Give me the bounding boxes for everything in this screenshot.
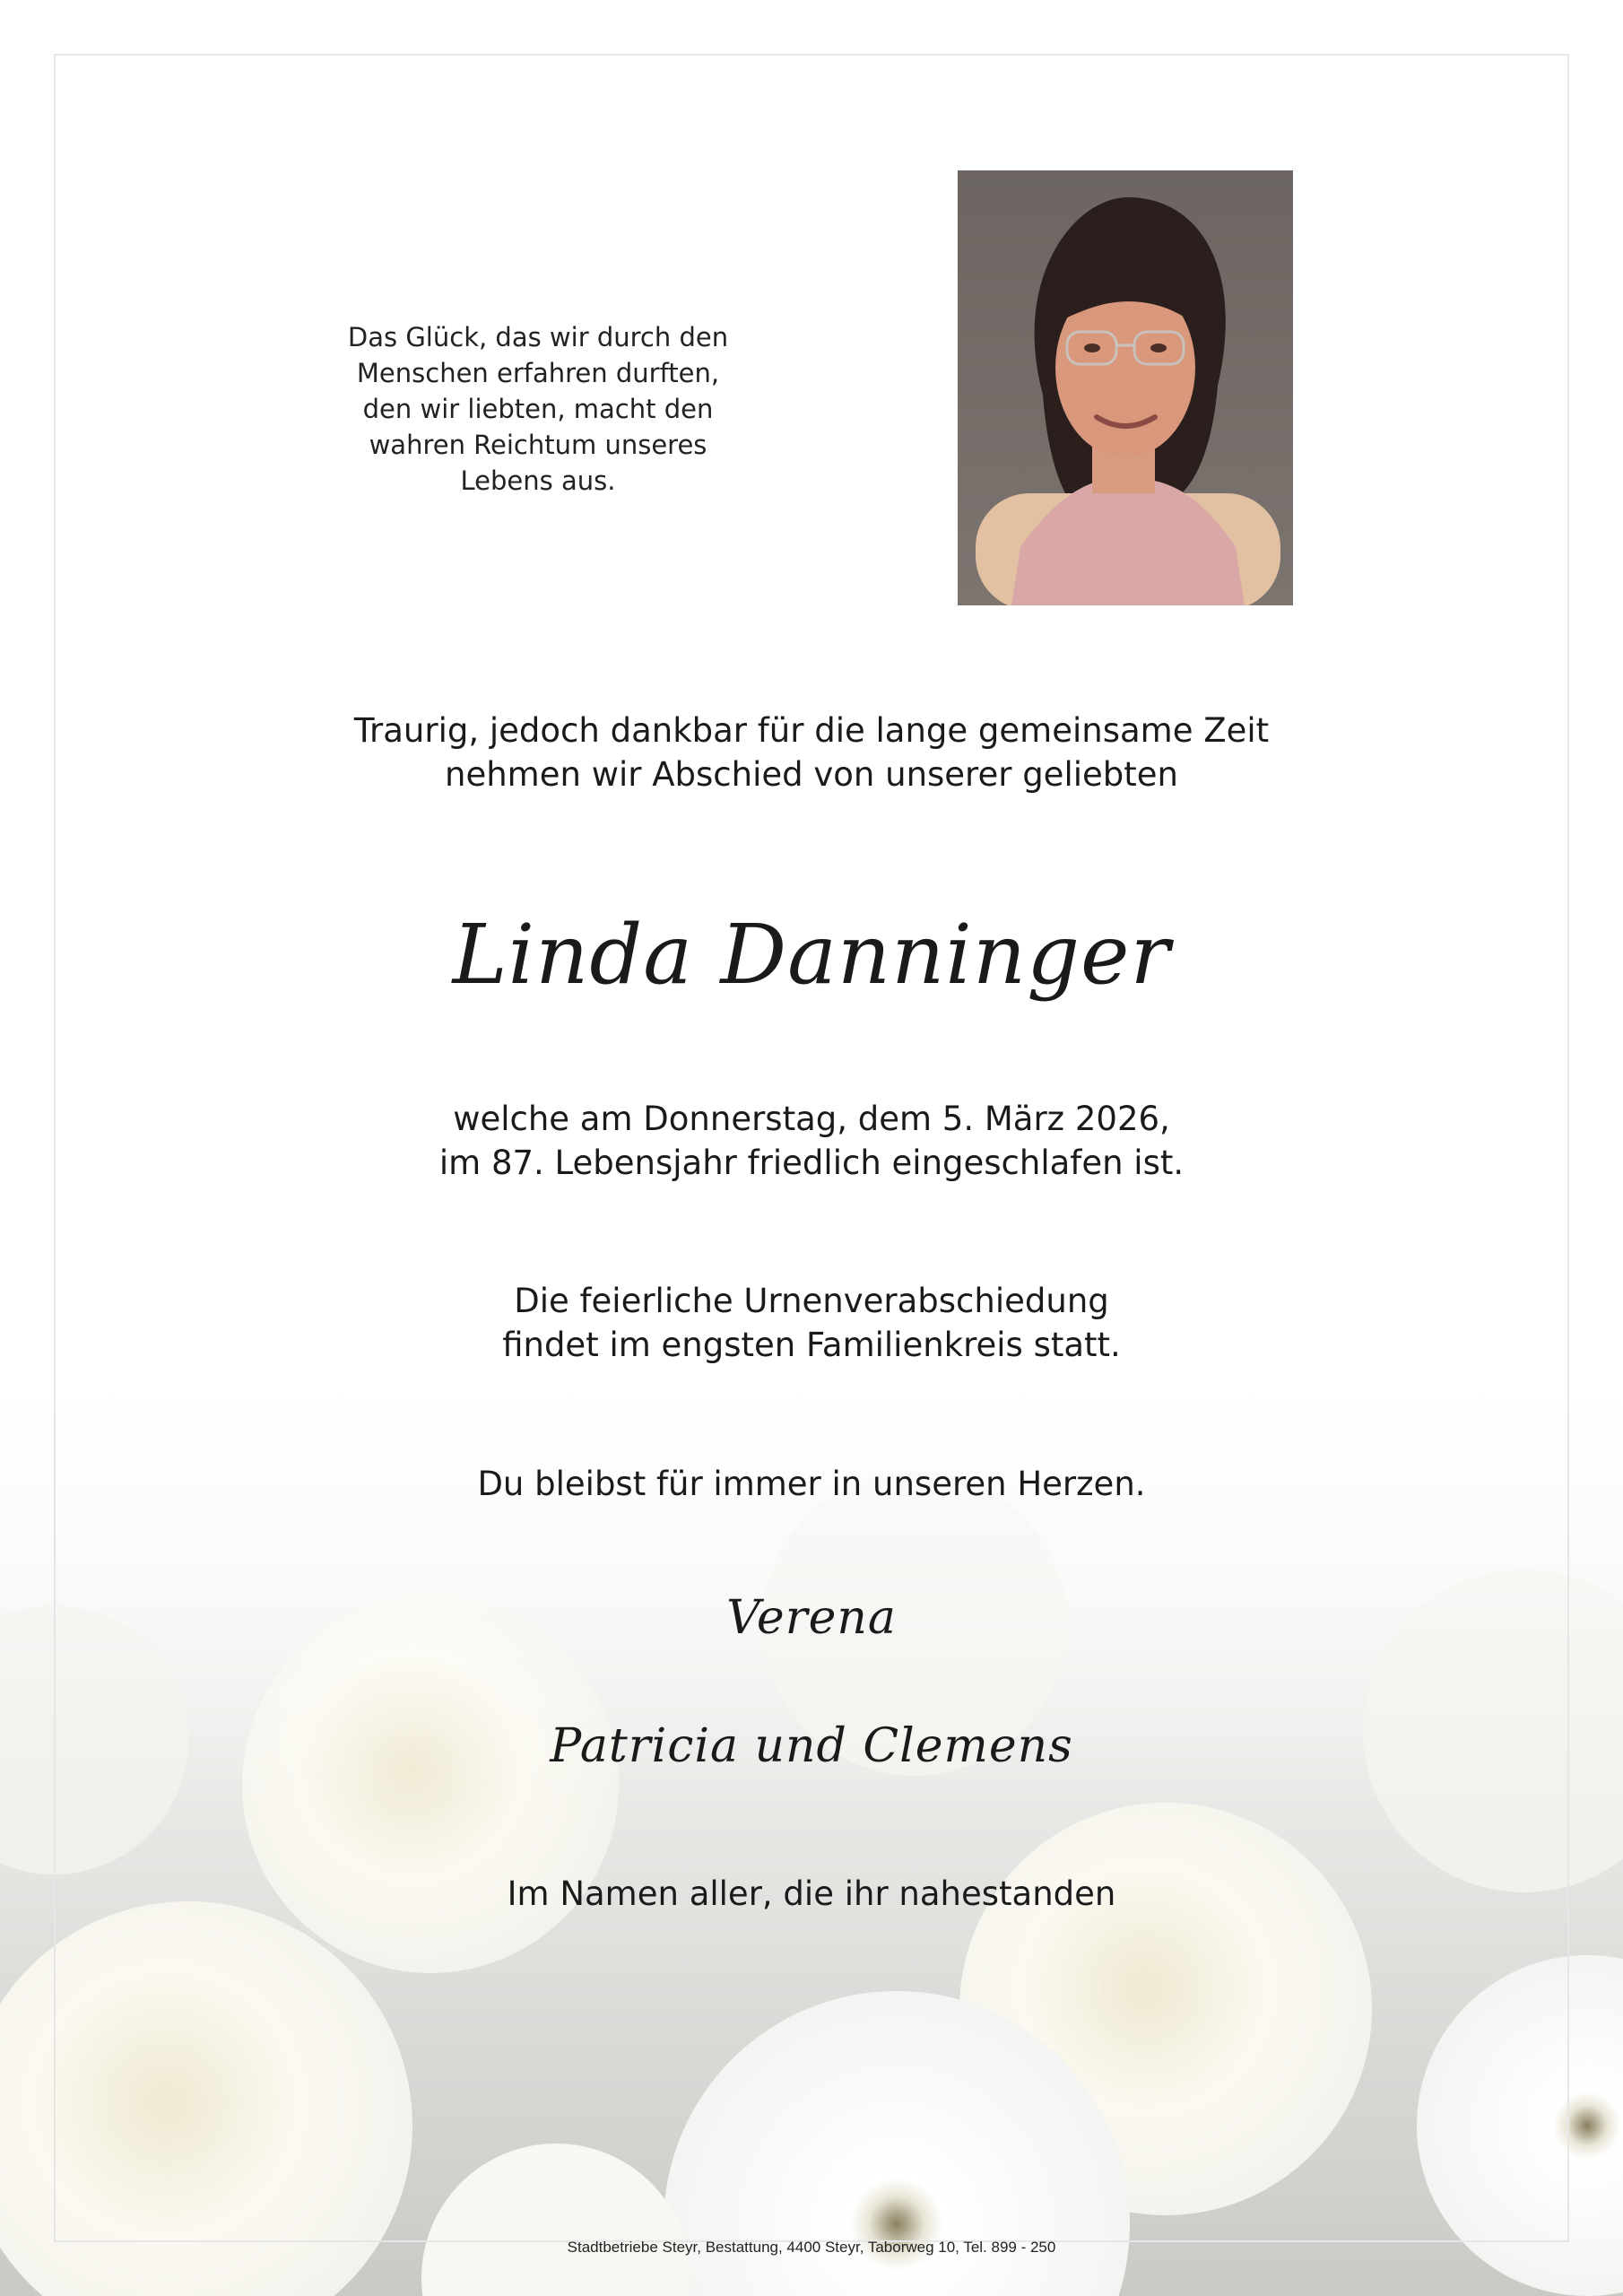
ceremony-line: findet im engsten Familienkreis statt. (502, 1326, 1121, 1364)
intro-line: nehmen wir Abschied von unserer geliebten (445, 755, 1178, 794)
death-notice (0, 1097, 1623, 1185)
quote-line: Das Glück, das wir durch den (347, 322, 729, 352)
quote-line: wahren Reichtum unseres (369, 430, 707, 460)
signature-patricia-clemens: Patricia und Clemens (550, 1719, 1073, 1773)
signature-verena: Verena (726, 1591, 897, 1645)
portrait-photo (958, 170, 1293, 605)
death-notice-line: welche am Donnerstag, dem 5. März 2026, (453, 1100, 1170, 1138)
funeral-home-footer: Stadtbetriebe Steyr, Bestattung, 4400 Steyr, Taborweg 10, Tel. 899 - 250 (567, 2239, 1056, 2256)
ceremony-line: Die feierliche Urnenverabschiedung (514, 1282, 1109, 1320)
ceremony-info (0, 1279, 1623, 1367)
farewell-line: Du bleibst für immer in unseren Herzen. (477, 1465, 1146, 1503)
quote-line: Menschen erfahren durften, (356, 358, 720, 388)
deceased-name: Linda Danninger (452, 907, 1171, 1003)
quote-line: den wir liebten, macht den (362, 394, 714, 424)
memorial-quote (314, 319, 762, 499)
intro-line: Traurig, jedoch dankbar für die lange gemeinsame Zeit (353, 711, 1270, 750)
quote-line: Lebens aus. (460, 465, 616, 496)
closing-line: Im Namen aller, die ihr nahestanden (507, 1874, 1116, 1913)
death-notice-line: im 87. Lebensjahr friedlich eingeschlafen ist. (438, 1144, 1185, 1182)
intro-text (0, 709, 1623, 796)
